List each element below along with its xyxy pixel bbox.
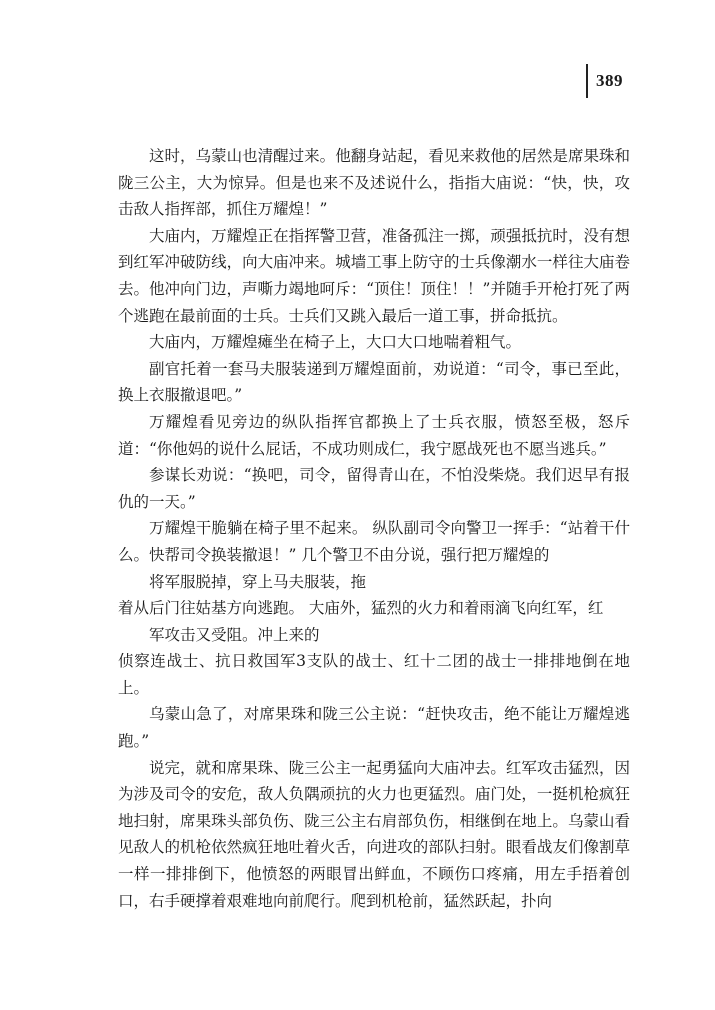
paragraph: 着从后门往姑基方向逃跑。 大庙外，猛烈的火力和着雨滴飞向红军，红 [118, 599, 604, 618]
paragraph: 乌蒙山急了，对席果珠和陇三公主说：“赶快攻击，绝不能让万耀煌逃跑。” [118, 705, 630, 751]
page-number-block [586, 64, 623, 98]
body-text [118, 143, 630, 914]
paragraph: 万耀煌看见旁边的纵队指挥官都换上了士兵衣服，愤怒至极，怒斥道：“你他妈的说什么屁话，不成功则成仁，我宁愿战死也不愿当逃兵。” [118, 412, 630, 458]
paragraph: 军攻击又受阻。冲上来的 [149, 625, 320, 644]
paragraph: 副官托着一套马夫服装递到万耀煌面前，劝说道：“司令，事已至此，换上衣服撤退吧。” [118, 359, 630, 405]
page-number: 389 [596, 71, 623, 90]
paragraph: 大庙内，万耀煌正在指挥警卫营，准备孤注一掷，顽强抵抗时，没有想到红军冲破防线，向大庙冲来。城墙工事上防守的士兵像潮水一样往大庙卷去。他冲向门边，声嘶力竭地呵斥：“顶住！顶住！！”并随手开枪打死了两个逃跑在最前面的士兵。士兵们又跳入最后一道工事，拼命抵抗。 [118, 226, 630, 325]
paragraph: 万耀煌干脆躺在椅子里不起来。 纵队副司令向警卫一挥手：“站着干什么。快帮司令换装撤退！” 几个警卫不由分说，强行把万耀煌的 [118, 519, 630, 564]
paragraph: 这时，乌蒙山也清醒过来。他翻身站起，看见来救他的居然是席果珠和陇三公主，大为惊异。但是也来不及述说什么，指指大庙说：“快，快，攻击敌人指挥部，抓住万耀煌！” [118, 147, 630, 219]
paragraph: 参谋长劝说：“换吧，司令，留得青山在，不怕没柴烧。我们迟早有报仇的一天。” [118, 466, 630, 511]
paragraph: 大庙内，万耀煌瘫坐在椅子上，大口大口地喘着粗气。 [149, 333, 522, 352]
paragraph: 侦察连战士、抗日救国军3支队的战士、红十二团的战士一排排地倒在地上。 [118, 652, 630, 697]
paragraph: 将军服脱掉，穿上马夫服装，拖 [149, 572, 367, 591]
paragraph: 说完，就和席果珠、陇三公主一起勇猛向大庙冲去。红军攻击猛烈，因为涉及司令的安危，敌人负隅顽抗的火力也更猛烈。庙门处，一挺机枪疯狂地扫射，席果珠头部负伤、陇三公主右肩部负伤，相继倒在地上。乌蒙山看见敌人的机枪依然疯狂地吐着火舌，向进攻的部队扫射。眼看战友们像割草一样一排排倒下，他愤怒的两眼冒出鲜血，不顾伤口疼痛，用左手捂着创口，右手硬撑着艰难地向前爬行。爬到机枪前，猛然跃起，扑向 [118, 758, 630, 910]
